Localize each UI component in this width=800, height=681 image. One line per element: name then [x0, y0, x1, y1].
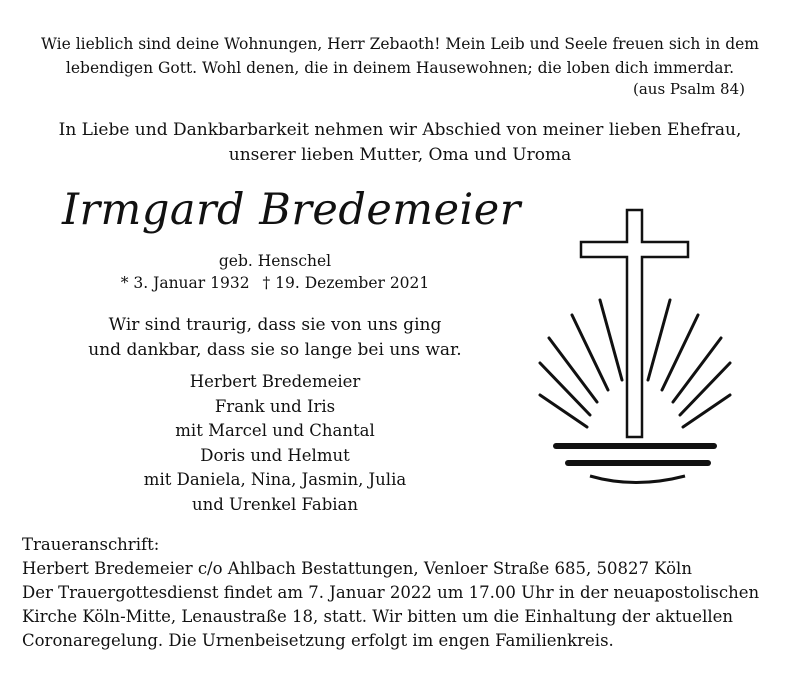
footer-line: Traueranschrift:: [22, 535, 160, 554]
family-line: Herbert Bredemeier: [189, 372, 361, 391]
intro-line: unserer lieben Mutter, Oma und Uroma: [228, 145, 572, 165]
family-list: [80, 370, 470, 517]
death-date: † 19. Dezember 2021: [262, 274, 430, 292]
footer-line: Coronaregelung. Die Urnenbeisetzung erfolgt im engen Familienkreis.: [22, 631, 614, 650]
grief-line: und dankbar, dass sie so lange bei uns war.: [88, 340, 462, 360]
funeral-details: [22, 533, 782, 653]
family-line: mit Daniela, Nina, Jasmin, Julia: [143, 470, 407, 489]
footer-line: Herbert Bredemeier c/o Ahlbach Bestattungen, Venloer Straße 685, 50827 Köln: [22, 559, 692, 578]
family-line: mit Marcel und Chantal: [175, 421, 375, 440]
maiden-name: geb. Henschel: [218, 252, 332, 270]
family-line: Doris und Helmut: [200, 445, 350, 465]
footer-line: Kirche Köln-Mitte, Lenaustraße 18, statt. Wir bitten um die Einhaltung der aktuellen: [22, 607, 734, 626]
verse-line: Wie lieblich sind deine Wohnungen, Herr Zebaoth! Mein Leib und Seele freuen sich in dem: [41, 35, 759, 53]
cross-rising-sun-icon: [535, 205, 735, 485]
intro-line: In Liebe und Dankbarbarkeit nehmen wir Abschied von meiner lieben Ehefrau,: [58, 120, 742, 140]
farewell-intro: [20, 118, 780, 168]
family-line: Frank und Iris: [214, 396, 336, 416]
grief-line: Wir sind traurig, dass sie von uns ging: [108, 315, 442, 335]
verse-line: lebendigen Gott. Wohl denen, die in deinem Hausewohnen; die loben dich immerdar.: [65, 59, 735, 77]
family-line: und Urenkel Fabian: [192, 494, 358, 514]
psalm-verse: [20, 32, 780, 80]
grief-statement: [80, 313, 470, 363]
verse-source: (aus Psalm 84): [633, 80, 745, 98]
life-dates: [80, 272, 470, 294]
deceased-name: Irmgard Bredemeier: [62, 185, 521, 235]
footer-line: Der Trauergottesdienst findet am 7. Januar 2022 um 17.00 Uhr in der neuapostolischen: [22, 583, 760, 602]
birth-date: * 3. Januar 1932: [120, 274, 250, 292]
